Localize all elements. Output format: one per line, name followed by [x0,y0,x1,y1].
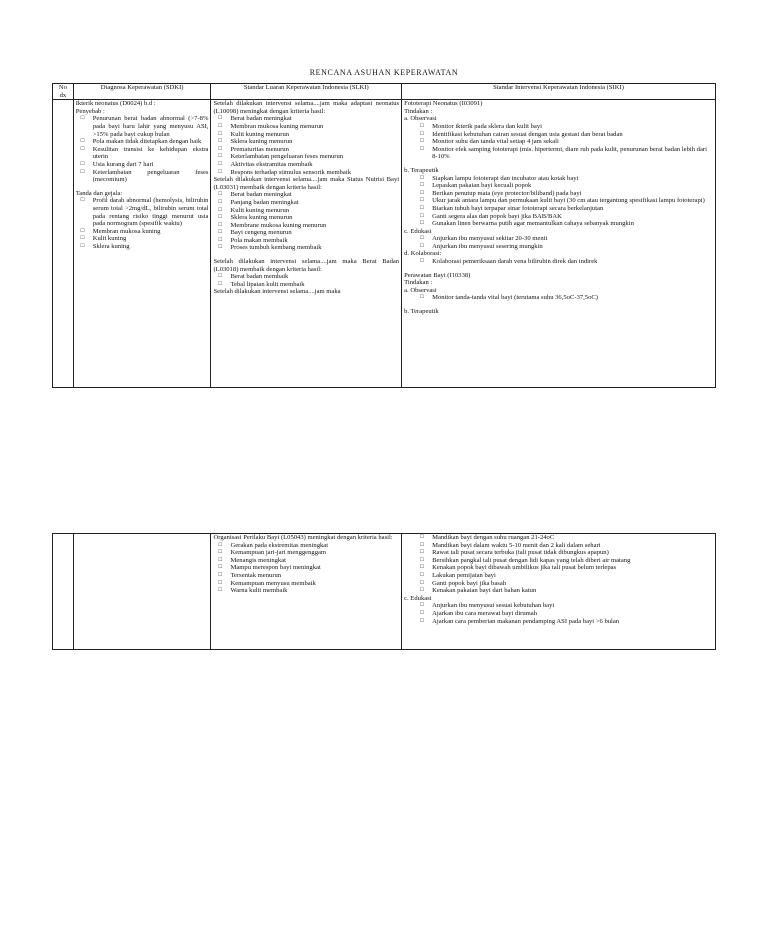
luaran-intro-3: Setelah dilakukan intervensi selama....jam maka Berat Badan (L03018) membaik dengan kriteria hasil: [213,258,400,273]
list-item: □ Kenakan pakaian bayi dari bahan katun [426,587,713,595]
list-item: □ Kemampuan menyusu membaik [230,580,399,588]
luaran-list-2 [213,191,399,252]
list-item: □ Anjurkan ibu menyusui sesuai kebutuhan bayi [426,602,713,610]
list-item: □ Sklera kuning menurun [230,214,399,222]
list-item: □ Kulit kuning menurun [230,131,399,139]
list-item: □ Kulit kuning [93,235,209,243]
luaran-list-1 [213,115,399,176]
list-item: □ Sklera kuning menurun [230,138,399,146]
list-item: □ Berat badan membaik [230,273,399,281]
list-item: □ Monitor suhu dan tanda vital setiap 4 jam sekali [426,138,713,146]
edukasi-label: c. Edukasi [404,227,432,235]
tanda-list [76,197,209,250]
observasi-label-2: a. Observasi [404,286,437,294]
list-item: □ Usia kurang dari 7 hari [93,161,209,169]
luaran-intro-2: Setelah dilakukan intervensi selama....jam maka Status Nutrisi Bayi (L03031) membaik dengan kriteria hasil: [213,176,400,191]
list-item: □ Sklera kuning [93,243,209,251]
list-item: □ Aktivitas ekstramitas membaik [230,161,399,169]
diagnosa-title: Ikterik neonatus (D0024) b.d : [75,100,156,108]
list-item: □ Ajarkan cara pemberian makanan pendamping ASI pada bayi >6 bulan [426,618,713,626]
list-item: □ Kemampuan jari-jari menggenggam [230,549,399,557]
fototerapi-title: Fototerapi Neonatus (I03091) [404,100,483,108]
intervensi-cell [402,100,716,388]
page-title: RENCANA ASUHAN KEPERAWATAN [309,68,459,77]
observasi-label: a. Observasi [404,115,437,123]
luaran-intro-organisasi: Organisasi Perilaku Bayi (L05043) meningkat dengan kriteria hasil: [213,534,393,541]
list-item: □ Warna kulit membaik [230,587,399,595]
luaran-list-3 [213,273,399,288]
tanda-label: Tanda dan gejala: [75,189,123,197]
observasi-list [404,123,713,161]
terapeutik-label-2: b. Terapeutik [404,308,439,316]
list-item: □ Penurunan berat badan abnormal (>7-8% pada bayi baru lahir yang menyusu ASI, >15% pada bayi cukup bulan [93,115,209,138]
care-plan-table-page-1 [52,83,716,388]
luaran-list-organisasi [213,542,399,595]
luaran-intro-1: Setelah dilakukan intervensi selama....jam maka adaptasi neonatus (L10098) meningkat dengan kriteria hasil: [213,100,400,115]
intervensi-cell [402,534,716,650]
perawatan-title: Perawatan Bayi (I10338) [404,271,471,279]
list-item: □ Menangis meningkat [230,557,399,565]
header-no-dx: No dx [53,84,74,100]
list-item: □ Identifikasi kebutuhan cairan sesuai dengan usia gestasi dan berat badan [426,131,713,139]
list-item: □ Kenakan popok bayi dibawah umbilikus jika tali pusat belum terlepas [426,564,713,572]
list-item: □ Berat badan meningkat [230,115,399,123]
table-row [53,534,716,650]
list-item: □ Pola makan tidak ditetapkan dengan baik [93,138,209,146]
list-item: □ Bersihkan pangkal tali pusat dengan lidi kapas yang telah diberi air matang [426,557,713,565]
terapeutik-list-2 [404,534,713,595]
terapeutik-label: b. Terapeutik [404,166,439,174]
list-item: □ Membran mukosa kuning menurun [230,123,399,131]
list-item: □ Berat badan meningkat [230,191,399,199]
list-item: □ Tersentak menurun [230,572,399,580]
list-item: □ Membran mukosa kuning [93,228,209,236]
list-item: □ Mandikan bayi dengan suhu ruangan 21-24oC [426,534,713,542]
list-item: □ Berikan penutup mata (eye protector/biliband) pada bayi [426,190,713,198]
list-item: □ Mampu merespon bayi meningkat [230,564,399,572]
header-luaran: Standar Luaran Keperawatan Indonesia (SLKI) [211,84,402,100]
list-item: □ Anjurkan ibu menyusui sekitar 20-30 menit [426,235,713,243]
list-item: □ Lakukan pemijatan bayi [426,572,713,580]
list-item: □ Siapkan lampu fototerapi dan incubator atau kotak bayi [426,175,713,183]
penyebab-list [76,115,209,183]
list-item: □ Monitor efek samping fototerapi (mis. hipertermi, diare ruh pada kulit, penurunan berat badan lebih dari 8-10% [426,146,713,161]
terapeutik-list [404,175,713,228]
list-item: □ Anjurkan ibu menyusui sesering mungkin [426,243,713,251]
kolaborasi-label: d. Kolaborasi: [404,250,442,258]
list-item: □ Kolaborasi pemeriksaan darah vena bilirubin direk dan indirek [426,258,713,266]
table-row [53,100,716,388]
list-item: □ Gerakan pada ekstremitas meningkat [230,542,399,550]
list-item: □ Mandikan bayi dalam waktu 5-10 menit dan 2 kali dalam sehari [426,542,713,550]
luaran-intro-4: Setelah dilakukan intervensi selama....jam maka [213,288,341,296]
care-plan-table-page-2 [52,533,716,650]
list-item: □ Profil darah abnormal (hemolysis, bilirubin serum total >2mg/dL, bilirubin serum total pada rentang risiko tinggi menurut usia pada normogram (spesifik waktu) [93,197,209,227]
list-item: □ Ganti segera alas dan popok bayi jika BAB/BAK [426,213,713,221]
list-item: □ Gunakan linen berwarna putih agar memantulkan cahaya sebanyak mungkin [426,220,713,228]
list-item: □ Ajarkan ibu cara merawat bayi dirumah [426,610,713,618]
list-item: □ Kesulitan transisi ke kehidupan ekstra uterin [93,146,209,161]
list-item: □ Tebal lipatan kulit membaik [230,281,399,289]
list-item: □ Biarkan tubuh bayi terpapar sinar fototerapi secara berkelanjutan [426,205,713,213]
observasi-list-2 [404,294,713,302]
list-item: □ Rawat tali pusat secara terbuka (tali pusat tidak dibungkus apapun) [426,549,713,557]
penyebab-label: Penyebab : [75,107,105,115]
list-item: □ Prematuritas menurun [230,146,399,154]
edukasi-list-2 [404,602,713,625]
list-item: □ Keterlambatan pengeluaran feses (mecomium) [93,169,209,184]
header-diagnosa: Diagnosa Keperawatan (SDKI) [73,84,211,100]
list-item: □ Ganti popok bayi jika basah [426,580,713,588]
diagnosa-cell [73,100,211,388]
luaran-cell [211,534,402,650]
diagnosa-cell [73,534,211,650]
no-dx-cell [53,100,74,388]
list-item: □ Ukur jarak antara lampu dan permukaan kulit bayi (30 cm atau tergantung spesifikasi lampu fototerapi) [426,197,713,205]
list-item: □ Respons terhadap stimulus sensorik membaik [230,169,399,177]
list-item: □ Monitor tanda-tanda vital bayi (terutama suhu 36,5oC-37,5oC) [426,294,713,302]
list-item: □ Proses tumbuh kembang membaik [230,244,399,252]
list-item: □ Keterlambatan pengeluaran feses menurun [230,153,399,161]
list-item: □ Lepaskan pakaian bayi kecuali popok [426,182,713,190]
list-item: □ Bayi cengeng menurun [230,229,399,237]
edukasi-label-2: c. Edukasi [404,594,432,602]
header-intervensi: Standar Intervensi Keperawatan Indonesia (SIKI) [402,84,716,100]
list-item: □ Pola makan membaik [230,237,399,245]
list-item: □ Membrane mukosa kuning menurun [230,222,399,230]
luaran-cell [211,100,402,388]
list-item: □ Panjang badan meningkat [230,199,399,207]
edukasi-list [404,235,713,250]
list-item: □ Monitor ikterik pada sklera dan kulit bayi [426,123,713,131]
no-dx-cell [53,534,74,650]
tindakan-label-2: Tindakan : [404,279,433,287]
kolaborasi-list [404,258,713,266]
list-item: □ Kulit kuning menurun [230,207,399,215]
tindakan-label: Tindakan : [404,107,433,115]
table-header-row [53,84,716,100]
